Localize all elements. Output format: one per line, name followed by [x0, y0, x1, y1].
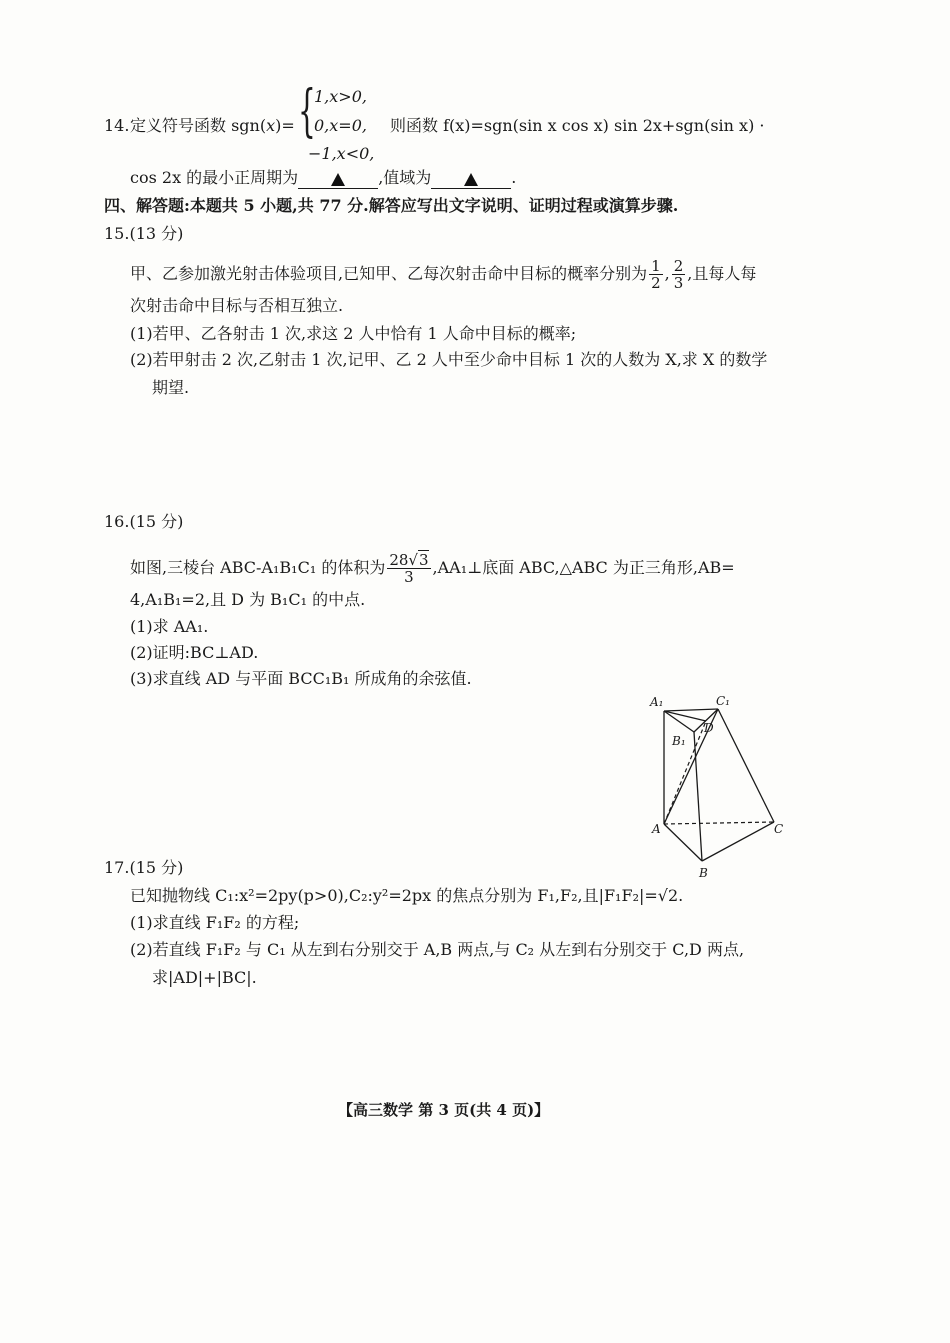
triangle-icon [331, 173, 345, 186]
label-C1: C₁ [716, 694, 730, 708]
q16-sub3: (3)求直线 AD 与平面 BCC₁B₁ 所成角的余弦值. [130, 669, 472, 688]
q15-frac-1-den: 2 [651, 274, 661, 292]
q14-case-3: −1,x<0, [308, 144, 375, 163]
q14-line2 [130, 168, 516, 189]
q14-case-brace: { [298, 79, 316, 144]
q15-frac-1-num: 1 [651, 257, 661, 275]
q14-line2-a: cos 2x 的最小正周期为 [130, 168, 299, 187]
q17-header: 17.(15 分) [104, 858, 184, 877]
q15-para1-b: ,且每人每 [687, 264, 757, 283]
q14-line2-end: . [511, 168, 517, 187]
q15-header: 15.(13 分) [104, 224, 184, 243]
q16-volume-frac [387, 552, 430, 585]
q15-frac-2-den: 3 [673, 274, 684, 292]
q15-sub1: (1)若甲、乙各射击 1 次,求这 2 人中恰有 1 人命中目标的概率; [130, 324, 577, 343]
q16-volume-den: 3 [404, 568, 414, 586]
q14-blank-range [431, 170, 511, 189]
q17-sub2-cont: 求|AD|+|BC|. [152, 968, 257, 987]
q14-lead-var: x [266, 116, 276, 135]
q14-lead-text: 定义符号函数 sgn( [130, 116, 267, 135]
q16-volume-radicand: 3 [418, 551, 429, 569]
q14-case-1: 1,x>0, [314, 87, 367, 106]
q14-lead [130, 116, 295, 136]
q14-function-text: 则函数 f(x)=sgn(sin x cos x) sin 2x+sgn(sin x) · [390, 116, 765, 135]
q16-para2: 4,A₁B₁=2,且 D 为 B₁C₁ 的中点. [130, 590, 366, 609]
q16-volume-coef: 28 [389, 551, 409, 569]
q16-sub1: (1)求 AA₁. [130, 617, 209, 636]
q15-frac-1 [649, 258, 663, 291]
q16-para1-a: 如图,三棱台 ABC-A₁B₁C₁ 的体积为 [130, 558, 386, 577]
section-header: 四、解答题:本题共 5 小题,共 77 分.解答应写出文字说明、证明过程或演算步骤. [104, 196, 679, 215]
q15-frac-2 [672, 258, 686, 291]
q14-case-2: 0,x=0, [314, 116, 367, 135]
triangle-icon [464, 173, 478, 186]
q16-sub2: (2)证明:BC⊥AD. [130, 643, 259, 662]
q17-para1: 已知抛物线 C₁:x²=2py(p>0),C₂:y²=2px 的焦点分别为 F₁,F₂,且|F₁F₂|=√2. [130, 886, 684, 905]
q15-para2: 次射击命中目标与否相互独立. [130, 296, 344, 315]
q15-para1 [130, 258, 756, 291]
label-A1: A₁ [650, 695, 664, 709]
label-B1: B₁ [672, 734, 686, 748]
sqrt-symbol: √3 [408, 551, 429, 569]
label-D: D [704, 721, 714, 735]
q15-sub2-cont: 期望. [152, 378, 190, 397]
page-footer: 【高三数学 第 3 页(共 4 页)】 [338, 1101, 550, 1119]
q17-sub2: (2)若直线 F₁F₂ 与 C₁ 从左到右分别交于 A,B 两点,与 C₂ 从左到右分别交于 C,D 两点, [130, 940, 745, 959]
q14-blank-period [298, 170, 378, 189]
q17-sub1: (1)求直线 F₁F₂ 的方程; [130, 913, 300, 932]
label-C: C [774, 822, 784, 836]
q16-header: 16.(15 分) [104, 512, 184, 531]
q16-para1 [130, 552, 735, 585]
frustum-figure [640, 688, 800, 888]
q15-comma: , [664, 264, 670, 283]
q14-lead-end: )= [275, 116, 295, 135]
q15-para1-a: 甲、乙参加激光射击体验项目,已知甲、乙每次射击命中目标的概率分别为 [130, 264, 648, 283]
q14-number: 14. [104, 116, 130, 135]
label-B: B [699, 866, 708, 880]
q16-volume-num [387, 552, 430, 569]
q16-para1-b: ,AA₁⊥底面 ABC,△ABC 为正三角形,AB= [432, 558, 735, 577]
label-A: A [652, 822, 661, 836]
q15-sub2: (2)若甲射击 2 次,乙射击 1 次,记甲、乙 2 人中至少命中目标 1 次的人数为 X,求 X 的数学 [130, 350, 768, 369]
q14-line2-b: ,值域为 [378, 168, 432, 187]
q15-frac-2-num: 2 [673, 257, 684, 275]
